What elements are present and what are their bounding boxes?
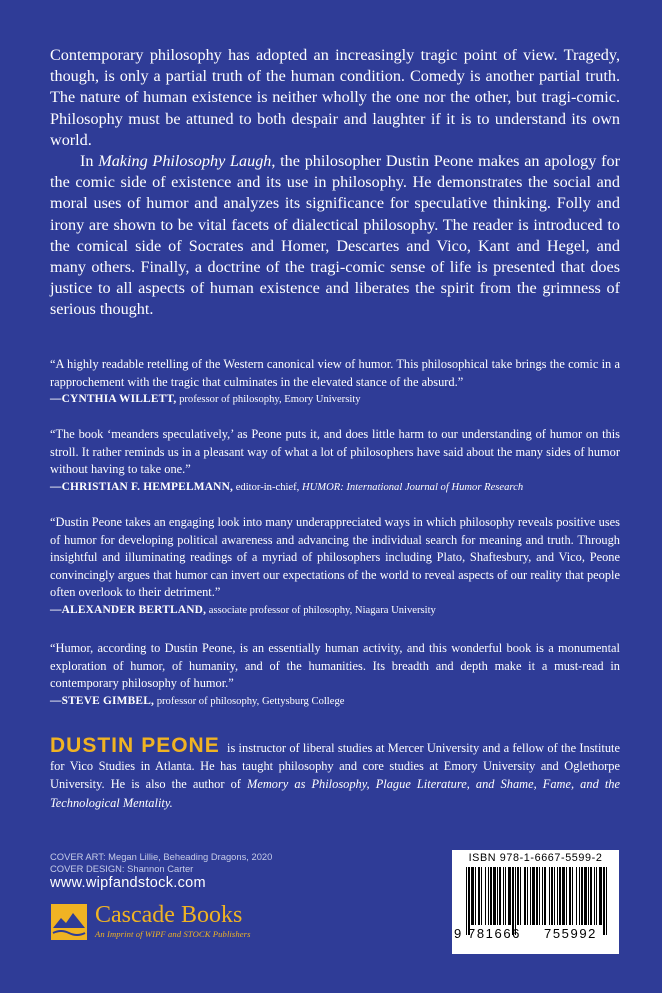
back-cover-blurb — [50, 45, 620, 321]
publisher-name: Cascade Books — [95, 902, 243, 928]
barcode-digit-lead: 9 — [454, 926, 462, 941]
endorsement-2 — [50, 426, 620, 496]
barcode-stripe — [517, 867, 519, 925]
barcode-digits-left: 781666 — [468, 926, 521, 941]
endorser-role: professor of philosophy, Gettysburg College — [154, 695, 345, 707]
endorser-name: —STEVE GIMBEL, — [50, 694, 155, 707]
barcode-stripe — [488, 867, 489, 925]
barcode-stripe — [512, 867, 514, 935]
cover-credits — [50, 851, 272, 874]
barcode-stripe — [520, 867, 521, 925]
barcode-stripe — [590, 867, 592, 925]
endorsement-text: “A highly readable retelling of the Western canonical view of humor. This philosophical take brings the comic in a rapprochement with the tragic that culminates in the elevated stance of the absurd.” — [50, 357, 620, 389]
barcode-stripe — [554, 867, 555, 925]
endorsement-text: “The book ‘meanders speculatively,’ as Peone puts it, and does little harm to our understanding of humor on this stroll. It rather reminds us in a pleasant way of what a lot of philosophers have said about the many sides of humor without having to take one.” — [50, 427, 620, 477]
barcode-stripe — [503, 867, 504, 925]
barcode-stripe — [478, 867, 480, 925]
endorsement-3 — [50, 514, 620, 619]
barcode-stripe — [475, 867, 476, 925]
barcode-stripe — [576, 867, 577, 925]
author-bio — [50, 734, 620, 812]
barcode-stripe — [562, 867, 565, 925]
endorsement-attribution — [50, 391, 620, 408]
barcode-stripe — [581, 867, 583, 925]
barcode-stripe — [481, 867, 482, 925]
barcode-stripe — [497, 867, 498, 925]
barcode-bars — [462, 867, 612, 935]
isbn-label: ISBN 978-1-6667-5599-2 — [468, 852, 603, 864]
barcode-stripe — [579, 867, 580, 925]
endorsement-text: “Dustin Peone takes an engaging look into many underappreciated ways in which philosophy reveals positive uses of humor for developing political awareness and advancing the individual search for meaning and truth. Through insightful and illuminating readings of a myriad of philosophers including Plato, Shaftesbury, and Vico, Peone convincingly argues that humor can invert our expectations of the world to reveal aspects of our reality that people often overlook to their detriment.” — [50, 515, 620, 600]
barcode-stripe — [515, 867, 516, 935]
barcode-stripe — [530, 867, 531, 925]
barcode-stripe — [549, 867, 550, 925]
barcode-stripe — [524, 867, 526, 925]
author-name: DUSTIN PEONE — [50, 734, 220, 757]
barcode-stripe — [485, 867, 486, 925]
blurb-paragraph-2 — [50, 151, 620, 321]
barcode-stripe — [584, 867, 587, 925]
barcode-stripe — [559, 867, 561, 925]
barcode-stripe — [466, 867, 467, 935]
mountain-logo-icon — [51, 904, 87, 940]
book-title: Making Philosophy Laugh — [98, 152, 272, 171]
barcode-stripe — [551, 867, 553, 925]
barcode-stripe — [544, 867, 546, 925]
barcode-stripe — [542, 867, 543, 925]
author-other-books: Memory as Philosophy, Plague Literature, and Shame, Fame, and the Technological Mentality. — [50, 777, 620, 810]
endorser-name: —ALEXANDER BERTLAND, — [50, 603, 207, 616]
barcode-digits-right: 755992 — [544, 926, 597, 941]
blurb-p2-prefix: In — [80, 152, 99, 171]
barcode-stripe — [505, 867, 506, 925]
endorser-role: associate professor of philosophy, Niagara University — [206, 604, 436, 616]
publisher-website[interactable]: www.wipfandstock.com — [50, 875, 206, 891]
endorsement-4 — [50, 640, 620, 710]
publisher-imprint: An Imprint of WIPF and STOCK Publishers — [95, 929, 251, 939]
barcode-stripe — [557, 867, 558, 925]
cover-design-credit: COVER DESIGN: Shannon Carter — [50, 862, 194, 874]
barcode-stripe — [471, 867, 474, 925]
cover-art-credit: COVER ART: Megan Lillie, Beheading Dragons, 2020 — [50, 851, 273, 862]
endorser-name: —CYNTHIA WILLETT, — [50, 393, 177, 406]
barcode-stripe — [596, 867, 597, 925]
barcode-stripe — [532, 867, 535, 925]
barcode-stripe — [603, 867, 605, 935]
endorsement-attribution — [50, 602, 620, 619]
barcode-stripe — [599, 867, 602, 925]
barcode-stripe — [490, 867, 492, 925]
endorser-name: —CHRISTIAN F. HEMPELMANN, — [50, 480, 234, 493]
endorser-role-journal: HUMOR: International Journal of Humor Research — [301, 481, 524, 493]
barcode-stripe — [536, 867, 538, 925]
barcode-stripe — [493, 867, 496, 925]
endorser-role: editor-in-chief, — [233, 481, 302, 493]
endorser-role: professor of philosophy, Emory University — [176, 394, 361, 406]
barcode-stripe — [527, 867, 528, 925]
publisher-logo — [51, 902, 291, 944]
barcode-stripe — [572, 867, 573, 925]
endorsement-1 — [50, 356, 620, 408]
barcode-stripe — [606, 867, 607, 935]
blurb-paragraph-1: Contemporary philosophy has adopted an increasingly tragic point of view. Tragedy, though, is only a partial truth of the human condition. Comedy is another partial truth. The nature of human existence is neither wholly the one nor the other, but tragi-comic. Philosophy must be attuned to both despair and laughter if it is to understand its own world. — [50, 46, 620, 149]
barcode-stripe — [499, 867, 501, 925]
blurb-p2-text: , the philosopher Dustin Peone makes an apology for the comic side of existence and its use in philosophy. He demonstrates the social and moral uses of humor and analyzes its significance for speculative thinking. Folly and irony are shown to be vital facets of dialectical philosophy. The reader is introduced to the comical side of Socrates and Homer, Descartes and Vico, Kant and Hegel, and many others. Finally, a doctrine of the tragi-comic sense of life is presented that does justice to all aspects of human existence and liberates the spirit from the grimness of serious thought. — [50, 152, 620, 319]
endorsement-text: “Humor, according to Dustin Peone, is an essentially human activity, and this wonderful book is a monumental exploration of humor, of humanity, and of the humanities. Its breadth and depth make it a must-read in contemporary philosophy of humor.” — [50, 641, 620, 691]
author-bio-text: is instructor of liberal studies at Mercer University and a fellow of the Institute for Vico Studies in Atlanta. He has taught philosophy and core studies at Emory University and Oglethorpe University. He is also the author of — [50, 741, 620, 792]
barcode-stripe — [588, 867, 589, 925]
barcode-stripe — [539, 867, 540, 925]
isbn-barcode — [452, 850, 619, 954]
barcode-stripe — [508, 867, 511, 925]
barcode-stripe — [468, 867, 470, 935]
barcode-stripe — [569, 867, 571, 925]
barcode-stripe — [594, 867, 595, 925]
endorsement-attribution — [50, 693, 620, 710]
barcode-stripe — [566, 867, 567, 925]
endorsement-attribution — [50, 479, 620, 496]
